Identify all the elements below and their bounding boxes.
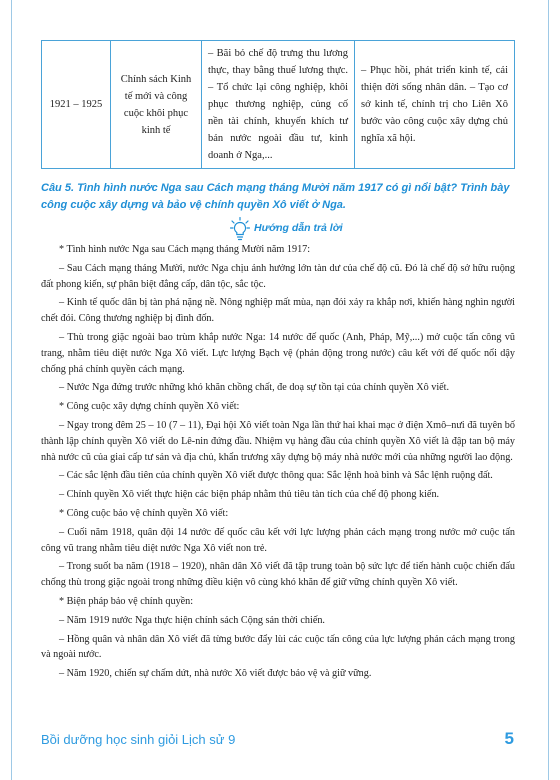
paragraph: – Hồng quân và nhân dân Xô viết đã từng bước đẩy lùi các cuộc tấn công của lực lượng phản cách mạng trong và ngoài nước. <box>41 633 515 661</box>
lightbulb-icon <box>230 217 250 241</box>
history-table <box>41 40 515 169</box>
paragraph: * Công cuộc bảo vệ chính quyền Xô viết: <box>59 507 229 519</box>
table-row <box>42 41 515 169</box>
paragraph: – Năm 1920, chiến sự chấm dứt, nhà nước Xô viết được bảo vệ và giữ vững. <box>59 668 372 680</box>
paragraph: * Tình hình nước Nga sau Cách mạng tháng Mười năm 1917: <box>59 244 311 255</box>
content-cell: – Bãi bỏ chế độ trưng thu lương thực, thay bằng thuế lương thực. – Tổ chức lại công nghiệp, khôi phục thương nghiệp, củng cố nền tài chính, khuyến khích tư bản nước ngoài đầu tư, kinh doanh ở Nga,... <box>202 41 355 169</box>
paragraph: – Trong suốt ba năm (1918 – 1920), nhân dân Xô viết đã tập trung toàn bộ sức lực để tiến hành cuộc chiến đấu chống thù trong giặc ngoài trong những điều kiện vô cùng khó khăn để giữ vững chính quyền Xô viết. <box>41 561 515 589</box>
paragraph: – Cuối năm 1918, quân đội 14 nước đế quốc câu kết với lực lượng phản cách mạng trong nước mở cuộc tấn công vũ trang nhằm tiêu diệt nước Nga Xô viết non trẻ. <box>41 526 515 554</box>
paragraph: * Biện pháp bảo vệ chính quyền: <box>59 595 194 607</box>
paragraph: – Sau Cách mạng tháng Mười, nước Nga chịu ảnh hưởng lớn tàn dư của chế độ cũ. Đó là chế độ sở hữu ruộng đất phong kiến, sự phân biệt đẳng cấp, dân tộc, sắc tộc. <box>41 262 515 290</box>
question-5: Câu 5. Tình hình nước Nga sau Cách mạng tháng Mười năm 1917 có gì nổi bật? Trình bày công cuộc xây dựng và bảo vệ chính quyền Xô viết ở Nga. <box>41 182 510 211</box>
paragraph: – Các sắc lệnh đầu tiên của chính quyền Xô viết được thông qua: Sắc lệnh hoà bình và Sắc lệnh ruộng đất. <box>59 470 493 482</box>
paragraph: – Nước Nga đứng trước những khó khăn chồng chất, đe doạ sự tồn tại của chính quyền Xô viết. <box>59 382 450 394</box>
period-cell: 1921 – 1925 <box>42 41 111 169</box>
answer-guide-heading <box>230 216 343 242</box>
guide-label: Hướng dẫn trả lời <box>254 222 343 234</box>
paragraph: – Ngay trong đêm 25 – 10 (7 – 11), Đại hội Xô viết toàn Nga lần thứ hai khai mạc ở điện Xmô–nưi đã tuyên bố thành lập chính quyền Xô viết do Lê-nin đứng đầu. Nhiệm vụ hàng đầu của chính quyền Xô viết là đập tan bộ máy nhà nước cũ của giai cấp tư sản và địa chủ, khẩn trương xây dựng bộ máy nhà nước mới của những người lao động. <box>41 419 515 463</box>
paragraph: – Chính quyền Xô viết thực hiện các biện pháp nhằm thủ tiêu tàn tích của chế độ phong kiến. <box>59 489 440 501</box>
policy-cell: Chính sách Kinh tế mới và công cuộc khôi phục kinh tế <box>111 41 202 169</box>
paragraph: – Thù trong giặc ngoài bao trùm khắp nước Nga: 14 nước đế quốc (Anh, Pháp, Mỹ,...) mở cuộc tấn công vũ trang, nhằm tiêu diệt nước Nga Xô viết. Lực lượng Bạch vệ (phản động trong nước) câu kết với đế quốc nổi dậy chống phá chính quyền cách mạng. <box>41 331 515 375</box>
page-number: 5 <box>504 729 514 748</box>
answer-body <box>41 242 515 685</box>
result-cell: – Phục hồi, phát triển kinh tế, cải thiện đời sống nhân dân. – Tạo cơ sở kinh tế, chính trị cho Liên Xô bước vào công cuộc xây dựng chủ nghĩa xã hội. <box>355 41 515 169</box>
paragraph: – Kinh tế quốc dân bị tàn phá nặng nề. Nông nghiệp mất mùa, nạn đói xảy ra khắp nơi, khiến hàng nghìn người chết đói. Công thương nghiệp bị đình đốn. <box>41 297 515 325</box>
paragraph: – Năm 1919 nước Nga thực hiện chính sách Cộng sản thời chiến. <box>59 614 325 626</box>
book-title: Bồi dưỡng học sinh giỏi Lịch sử 9 <box>41 732 236 747</box>
paragraph: * Công cuộc xây dựng chính quyền Xô viết: <box>59 401 240 413</box>
